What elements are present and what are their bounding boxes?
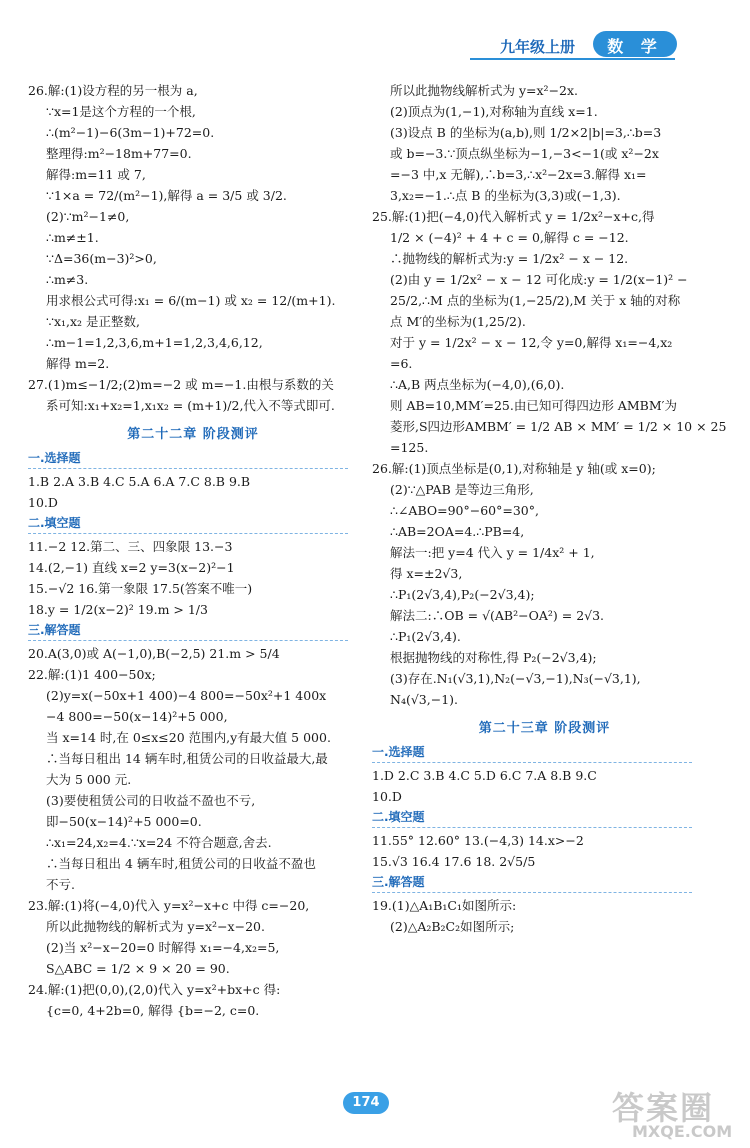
- answer-line: (3)存在.N₁(√3,1),N₂(−√3,−1),N₃(−√3,1),: [390, 671, 641, 686]
- section-divider: [372, 892, 692, 893]
- answer-line: ∴m≠±1.: [46, 230, 99, 245]
- answer-line: 或 b=−3.∵顶点纵坐标为−1,−3<−1(或 x²−2x: [390, 146, 659, 161]
- answer-item: 18.y = 1/2(x−2)² 19.m > 1/3: [28, 602, 208, 617]
- answer-line: ∴P₁(2√3,4),P₂(−2√3,4);: [390, 587, 535, 602]
- answer-line: 大为 5 000 元.: [46, 772, 132, 787]
- answer-line: (3)要使租赁公司的日收益不盈也不亏,: [46, 793, 256, 808]
- answer-line: 解法一:把 y=4 代入 y = 1/4x² + 1,: [390, 545, 595, 560]
- answer-line: ∴AB=2OA=4.∴PB=4,: [390, 524, 525, 539]
- subject-pill: [593, 31, 677, 57]
- header-divider: [470, 58, 675, 60]
- answer-line: 用求根公式可得:x₁ = 6/(m−1) 或 x₂ = 12/(m+1).: [46, 293, 336, 308]
- answer-line: (2)y=x(−50x+1 400)−4 800=−50x²+1 400x: [46, 688, 327, 703]
- answer-line: =6.: [390, 356, 413, 371]
- answer-line: {c=0, 4+2b=0, 解得 {b=−2, c=0.: [46, 1003, 260, 1018]
- subject-label: 数 学: [607, 37, 663, 56]
- answer-line: 当 x=14 时,在 0≤x≤20 范围内,y有最大值 5 000.: [46, 730, 331, 745]
- section-heading: 三.解答题: [28, 623, 81, 637]
- section-heading: 一.选择题: [28, 451, 81, 465]
- watermark-url: MXQE.COM: [632, 1122, 733, 1141]
- answer-line: ∵1×a = 72/(m²−1),解得 a = 3/5 或 3/2.: [46, 188, 287, 203]
- answer-line: ∴m−1=1,2,3,6,m+1=1,2,3,4,6,12,: [46, 335, 263, 350]
- answer-line: 解法二:∴OB = √(AB²−OA²) = 2√3.: [390, 608, 605, 623]
- answer-line: 解得:m=11 或 7,: [46, 167, 146, 182]
- answer-line: 不亏.: [46, 877, 75, 892]
- answer-line: 即−50(x−14)²+5 000=0.: [46, 814, 202, 829]
- answer-line: (2)△A₂B₂C₂如图所示;: [390, 919, 515, 934]
- answer-item: 25.解:(1)把(−4,0)代入解析式 y = 1/2x²−x+c,得: [372, 209, 655, 224]
- answer-line: 系可知:x₁+x₂=1,x₁x₂ = (m+1)/2,代入不等式即可.: [46, 398, 335, 413]
- answer-line: ∴抛物线的解析式为:y = 1/2x² − x − 12.: [390, 251, 629, 266]
- answer-line: N₄(√3,−1).: [390, 692, 458, 707]
- answer-line: (2)顶点为(1,−1),对称轴为直线 x=1.: [390, 104, 598, 119]
- section-divider: [28, 468, 348, 469]
- answer-line: 菱形,S四边形AMBM′ = 1/2 AB × MM′ = 1/2 × 10 × 25: [390, 419, 727, 434]
- answer-item: 15.√3 16.4 17.6 18. 2√5/5: [372, 854, 536, 869]
- answer-line: ∴(m²−1)−6(3m−1)+72=0.: [46, 125, 215, 140]
- answer-line: 所以此抛物线的解析式为 y=x²−x−20.: [46, 919, 265, 934]
- right-column: [372, 80, 727, 937]
- answer-item: 26.解:(1)顶点坐标是(0,1),对称轴是 y 轴(或 x=0);: [372, 461, 656, 476]
- answer-line: −4 800=−50(x−14)²+5 000,: [46, 709, 228, 724]
- section-heading: 三.解答题: [372, 875, 425, 889]
- answer-line: S△ABC = 1/2 × 9 × 20 = 90.: [46, 961, 230, 976]
- chapter-heading: 第二十三章 阶段测评: [478, 721, 611, 736]
- answer-item: 1.B 2.A 3.B 4.C 5.A 6.A 7.C 8.B 9.B: [28, 474, 251, 489]
- answer-item: 26.解:(1)设方程的另一根为 a,: [28, 83, 198, 98]
- answer-item: 11.55° 12.60° 13.(−4,3) 14.x>−2: [372, 833, 584, 848]
- section-heading: 二.填空题: [372, 810, 425, 824]
- answer-line: ∵Δ=36(m−3)²>0,: [46, 251, 157, 266]
- answer-item: 10.D: [28, 495, 58, 510]
- answer-line: ∵x₁,x₂ 是正整数,: [46, 314, 140, 329]
- answer-line: 1/2 × (−4)² + 4 + c = 0,解得 c = −12.: [390, 230, 629, 245]
- answer-line: 对于 y = 1/2x² − x − 12,令 y=0,解得 x₁=−4,x₂: [390, 335, 673, 350]
- answer-line: =125.: [390, 440, 429, 455]
- answer-line: (2)当 x²−x−20=0 时解得 x₁=−4,x₂=5,: [46, 940, 280, 955]
- answer-line: 点 M′的坐标为(1,25/2).: [390, 314, 526, 329]
- answer-line: 3,x₂=−1.∴点 B 的坐标为(3,3)或(−1,3).: [390, 188, 621, 203]
- answer-item: 20.A(3,0)或 A(−1,0),B(−2,5) 21.m > 5/4: [28, 646, 280, 661]
- section-divider: [28, 640, 348, 641]
- answer-line: ∴x₁=24,x₂=4.∵x=24 不符合题意,舍去.: [46, 835, 272, 850]
- answer-item: 19.(1)△A₁B₁C₁如图所示:: [372, 898, 517, 913]
- answer-line: ∴m≠3.: [46, 272, 89, 287]
- answer-line: ∴当每日租出 14 辆车时,租赁公司的日收益最大,最: [46, 751, 328, 766]
- answer-item: 23.解:(1)将(−4,0)代入 y=x²−x+c 中得 c=−20,: [28, 898, 310, 913]
- section-heading: 二.填空题: [28, 516, 81, 530]
- section-heading: 一.选择题: [372, 745, 425, 759]
- answer-item: 15.−√2 16.第一象限 17.5(答案不唯一): [28, 581, 253, 596]
- answer-line: ∴P₁(2√3,4).: [390, 629, 461, 644]
- answer-item: 1.D 2.C 3.B 4.C 5.D 6.C 7.A 8.B 9.C: [372, 768, 597, 783]
- page-number-badge: [343, 1092, 389, 1114]
- answer-line: ∴∠ABO=90°−60°=30°,: [390, 503, 539, 518]
- section-divider: [28, 533, 348, 534]
- answer-item: 14.(2,−1) 直线 x=2 y=3(x−2)²−1: [28, 560, 235, 575]
- left-column: [28, 80, 358, 1021]
- section-divider: [372, 762, 692, 763]
- answer-line: 整理得:m²−18m+77=0.: [46, 146, 192, 161]
- answer-line: (3)设点 B 的坐标为(a,b),则 1/2×2|b|=3,∴b=3: [390, 125, 662, 140]
- answer-line: 根据抛物线的对称性,得 P₂(−2√3,4);: [390, 650, 597, 665]
- page-number: 174: [352, 1095, 380, 1110]
- answer-line: ∴A,B 两点坐标为(−4,0),(6,0).: [390, 377, 565, 392]
- answer-item: 10.D: [372, 789, 402, 804]
- answer-line: (2)∵m²−1≠0,: [46, 209, 130, 224]
- answer-line: (2)∵△PAB 是等边三角形,: [390, 482, 534, 497]
- answer-item: 11.−2 12.第二、三、四象限 13.−3: [28, 539, 233, 554]
- answer-line: 解得 m=2.: [46, 356, 110, 371]
- grade-title: 九年级上册: [500, 38, 576, 56]
- answer-item: 24.解:(1)把(0,0),(2,0)代入 y=x²+bx+c 得:: [28, 982, 281, 997]
- answer-line: 25/2,∴M 点的坐标为(1,−25/2),M 关于 x 轴的对称: [390, 293, 681, 308]
- answer-line: ∴当每日租出 4 辆车时,租赁公司的日收益不盈也: [46, 856, 316, 871]
- answer-item: 22.解:(1)1 400−50x;: [28, 667, 156, 682]
- answer-line: ∵x=1是这个方程的一个根,: [46, 104, 196, 119]
- watermark-logo: 答案圈: [612, 1089, 715, 1127]
- answer-line: (2)由 y = 1/2x² − x − 12 可化成:y = 1/2(x−1)² −: [390, 272, 688, 287]
- page-header: [0, 0, 750, 60]
- answer-line: 所以此抛物线解析式为 y=x²−2x.: [390, 83, 579, 98]
- answer-line: =−3 中,x 无解),∴b=3,∴x²−2x=3.解得 x₁=: [390, 167, 647, 182]
- chapter-heading: 第二十二章 阶段测评: [127, 427, 259, 442]
- section-divider: [372, 827, 692, 828]
- answer-line: 得 x=±2√3,: [390, 566, 463, 581]
- answer-line: 则 AB=10,MM′=25.由已知可得四边形 AMBM′为: [390, 398, 677, 413]
- answer-item: 27.(1)m≤−1/2;(2)m=−2 或 m=−1.由根与系数的关: [28, 377, 334, 392]
